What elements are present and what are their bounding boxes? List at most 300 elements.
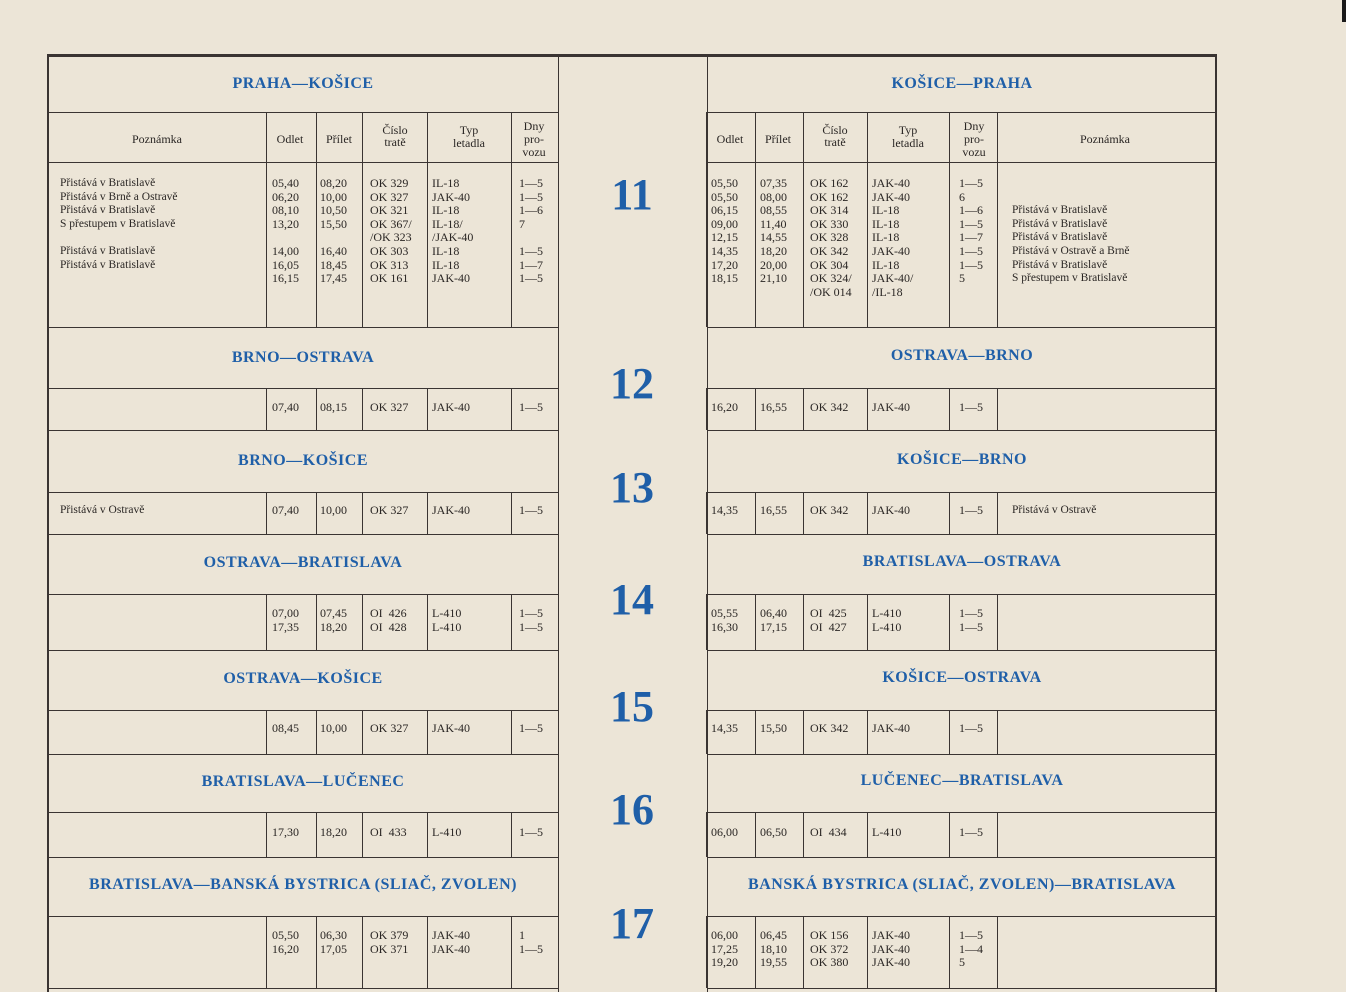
route-title-outbound: BRATISLAVA—LUČENEC <box>201 773 405 790</box>
flight-number: OK 342 <box>810 503 849 517</box>
column-line <box>362 916 363 988</box>
header-departure: Odlet <box>276 132 304 146</box>
column-line <box>706 388 707 430</box>
flight-number: OI 425 <box>810 606 847 620</box>
column-line <box>706 812 707 857</box>
departure-time: 06,00 <box>711 928 738 942</box>
column-line <box>997 594 998 650</box>
column-line <box>362 594 363 650</box>
header-route-number: Číslo <box>382 123 408 137</box>
arrival-time: 10,50 <box>320 203 347 218</box>
column-line <box>949 594 950 650</box>
arrival-time: 10,00 <box>320 721 347 735</box>
arrival-time: 07,35 <box>760 176 787 190</box>
column-divider-right <box>707 57 708 992</box>
aircraft-type: JAK-40 <box>872 400 910 414</box>
title-underline <box>48 112 558 113</box>
column-line <box>316 812 317 857</box>
page-edge-mark <box>1342 0 1346 22</box>
route-title-return: BANSKÁ BYSTRICA (SLIAČ, ZVOLEN)—BRATISLAVA <box>748 876 1176 893</box>
column-line <box>706 492 707 534</box>
note-cell: Přistává v Bratislavě <box>60 177 156 189</box>
title-underline <box>707 916 1217 917</box>
note-cell: Přistává v Bratislavě <box>1012 217 1108 230</box>
departure-time: 12,15 <box>711 230 738 245</box>
aircraft-type: JAK-40 <box>872 244 910 258</box>
days-of-operation: 1—5 <box>519 176 543 190</box>
flight-number: OK 372 <box>810 941 849 956</box>
note-cell: S přestupem v Bratislavě <box>60 217 176 230</box>
column-line <box>706 710 707 754</box>
header-aircraft-type: Typ <box>898 123 918 137</box>
aircraft-type: IL-18 <box>872 257 900 272</box>
column-line <box>316 916 317 988</box>
arrival-time: 07,45 <box>320 606 347 620</box>
flight-number: OK 327 <box>370 400 409 414</box>
days-of-operation: 1—4 <box>959 941 983 956</box>
column-line <box>511 388 512 430</box>
column-line <box>511 916 512 988</box>
column-line <box>803 388 804 430</box>
arrival-time: 18,20 <box>760 244 787 258</box>
departure-time: 16,15 <box>272 271 299 286</box>
note-cell: Přistává v Bratislavě <box>60 245 156 257</box>
header-arrival: Přílet <box>765 132 791 146</box>
column-line <box>706 594 707 650</box>
aircraft-type: IL-18 <box>432 257 460 272</box>
flight-number: OK 327 <box>370 189 409 204</box>
days-of-operation: 1—6 <box>519 203 543 218</box>
days-of-operation: 1—5 <box>519 619 543 634</box>
column-line <box>266 710 267 754</box>
days-of-operation: 5 <box>959 271 965 286</box>
departure-time: 05,55 <box>711 606 738 620</box>
departure-time: 07,40 <box>272 400 299 414</box>
flight-number: OK 371 <box>370 941 409 956</box>
title-underline <box>707 812 1217 813</box>
days-of-operation: 1—5 <box>519 825 543 839</box>
flight-number: OK 367/ <box>370 216 412 231</box>
days-of-operation: 1—5 <box>959 928 983 942</box>
departure-time: 05,40 <box>272 176 299 190</box>
departure-time: 16,20 <box>272 941 299 956</box>
header-days: pro- <box>524 132 544 146</box>
column-line <box>997 388 998 430</box>
aircraft-type: IL-18/ <box>432 216 463 231</box>
days-of-operation: 1—5 <box>519 721 543 735</box>
days-of-operation: 1—5 <box>959 176 983 190</box>
column-line <box>427 812 428 857</box>
aircraft-type: IL-18 <box>872 230 900 245</box>
days-of-operation: 1—5 <box>519 606 543 620</box>
header-days: Dny <box>523 119 545 133</box>
column-line <box>511 710 512 754</box>
title-underline <box>707 112 1217 113</box>
column-line <box>755 594 756 650</box>
column-line <box>755 388 756 430</box>
arrival-time: 16,55 <box>760 400 787 414</box>
column-line <box>316 388 317 430</box>
arrival-time: 18,45 <box>320 257 347 272</box>
header-days: vozu <box>962 145 986 159</box>
aircraft-type: IL-18 <box>872 216 900 231</box>
flight-number: OK 379 <box>370 928 409 942</box>
column-line <box>266 916 267 988</box>
days-of-operation: 1 <box>519 928 525 942</box>
aircraft-type: JAK-40 <box>432 271 470 286</box>
note-cell: Přistává v Bratislavě <box>1012 258 1108 271</box>
days-of-operation: 6 <box>959 189 965 204</box>
column-line <box>867 388 868 430</box>
aircraft-type: IL-18 <box>432 203 460 218</box>
days-of-operation: 1—5 <box>519 941 543 956</box>
column-line <box>362 710 363 754</box>
section-number: 12 <box>610 359 654 408</box>
route-title-outbound: OSTRAVA—KOŠICE <box>223 670 383 687</box>
column-line <box>266 492 267 534</box>
note-cell: Přistává v Ostravě <box>60 504 145 516</box>
column-line <box>755 812 756 857</box>
column-line <box>997 812 998 857</box>
arrival-time: 17,45 <box>320 271 347 286</box>
title-underline <box>707 594 1217 595</box>
departure-time: 16,20 <box>711 400 738 414</box>
flight-number: OK 313 <box>370 257 409 272</box>
departure-time: 14,00 <box>272 244 299 258</box>
column-line <box>427 388 428 430</box>
column-line <box>316 710 317 754</box>
column-line <box>997 710 998 754</box>
column-line <box>949 710 950 754</box>
column-line <box>949 916 950 988</box>
route-title-return: OSTRAVA—BRNO <box>890 347 1034 364</box>
arrival-time: 14,55 <box>760 230 787 245</box>
departure-time: 14,35 <box>711 721 738 735</box>
aircraft-type: IL-18 <box>872 203 900 218</box>
days-of-operation: 1—5 <box>519 400 543 414</box>
flight-number: OK 162 <box>810 176 849 190</box>
arrival-time: 18,20 <box>320 619 347 634</box>
column-line <box>362 388 363 430</box>
header-underline <box>48 162 558 163</box>
aircraft-type: JAK-40 <box>872 941 910 956</box>
header-underline <box>707 162 1217 163</box>
header-arrival: Přílet <box>326 132 352 146</box>
aircraft-type: L-410 <box>872 606 902 620</box>
arrival-time: 10,00 <box>320 189 347 204</box>
column-line <box>803 594 804 650</box>
flight-number: OI 428 <box>370 619 407 634</box>
days-of-operation: 1—5 <box>519 271 543 286</box>
aircraft-type: JAK-40 <box>872 176 910 190</box>
days-of-operation: 1—5 <box>519 244 543 258</box>
flight-number: OK 156 <box>810 928 849 942</box>
column-line <box>266 388 267 430</box>
flight-number: OK 329 <box>370 176 409 190</box>
column-line <box>427 916 428 988</box>
flight-number: OK 327 <box>370 503 409 517</box>
header-note: Poznámka <box>132 132 182 146</box>
section-divider <box>707 988 1217 989</box>
days-of-operation: 1—7 <box>959 230 983 245</box>
arrival-time: 16,40 <box>320 244 347 258</box>
departure-time: 16,30 <box>711 619 738 634</box>
days-of-operation: 1—5 <box>959 721 983 735</box>
column-line <box>803 112 804 327</box>
arrival-time: 08,00 <box>760 189 787 204</box>
departure-time: 06,15 <box>711 203 738 218</box>
days-of-operation: 1—7 <box>519 257 543 272</box>
section-divider <box>48 430 558 431</box>
header-days: Dny <box>963 119 985 133</box>
flight-number: OK 314 <box>810 203 849 218</box>
note-cell: Přistává v Bratislavě <box>1012 231 1108 244</box>
flight-number: OK 342 <box>810 400 849 414</box>
departure-time: 18,15 <box>711 271 738 286</box>
column-line <box>867 916 868 988</box>
departure-time: 16,05 <box>272 257 299 272</box>
flight-number: OK 327 <box>370 721 409 735</box>
flight-number: OK 304 <box>810 257 849 272</box>
column-line <box>755 710 756 754</box>
departure-time: 08,10 <box>272 203 299 218</box>
header-route-number: tratě <box>824 135 846 149</box>
aircraft-type: IL-18 <box>432 176 460 190</box>
arrival-time: 17,15 <box>760 619 787 634</box>
column-line <box>803 710 804 754</box>
column-line <box>997 112 998 327</box>
aircraft-type: L-410 <box>432 606 462 620</box>
arrival-time: 15,50 <box>320 216 347 231</box>
section-divider <box>707 534 1217 535</box>
arrival-time: 06,45 <box>760 928 787 942</box>
aircraft-type: JAK-40 <box>872 503 910 517</box>
note-cell: Přistává v Bratislavě <box>1012 204 1108 217</box>
section-divider <box>707 430 1217 431</box>
aircraft-type: JAK-40 <box>872 189 910 204</box>
note-cell: Přistává v Bratislavě <box>60 258 156 271</box>
column-line <box>867 812 868 857</box>
column-line <box>949 388 950 430</box>
header-route-number: tratě <box>384 135 406 149</box>
flight-number: OK 330 <box>810 216 849 231</box>
title-underline <box>48 812 558 813</box>
route-title-outbound: BRNO—OSTRAVA <box>231 349 375 366</box>
section-number: 15 <box>610 682 654 731</box>
flight-number: /OK 323 <box>370 230 412 245</box>
flight-number: OK 161 <box>370 271 409 286</box>
timetable-page <box>47 54 1217 992</box>
arrival-time: 21,10 <box>760 271 787 286</box>
aircraft-type: JAK-40 <box>872 928 910 942</box>
aircraft-type: L-410 <box>432 825 462 839</box>
arrival-time: 20,00 <box>760 257 787 272</box>
aircraft-type: JAK-40 <box>432 189 470 204</box>
header-days: vozu <box>522 145 546 159</box>
aircraft-type: L-410 <box>872 619 902 634</box>
aircraft-type: JAK-40 <box>872 955 910 970</box>
flight-number: OK 321 <box>370 203 409 218</box>
section-divider <box>48 988 558 989</box>
flight-number: /OK 014 <box>810 284 852 299</box>
section-divider <box>48 327 558 328</box>
departure-time: 05,50 <box>711 176 738 190</box>
arrival-time: 17,05 <box>320 941 347 956</box>
header-aircraft-type: letadla <box>892 136 924 150</box>
title-underline <box>48 388 558 389</box>
section-number: 14 <box>610 575 654 624</box>
column-line <box>803 812 804 857</box>
section-number: 17 <box>610 899 654 948</box>
header-route-number: Číslo <box>822 123 848 137</box>
departure-time: 05,50 <box>711 189 738 204</box>
departure-time: 06,20 <box>272 189 299 204</box>
section-number: 16 <box>610 785 654 834</box>
title-underline <box>707 492 1217 493</box>
section-divider <box>707 650 1217 651</box>
column-line <box>511 812 512 857</box>
departure-time: 07,00 <box>272 606 299 620</box>
departure-time: 17,20 <box>711 257 738 272</box>
departure-time: 17,35 <box>272 619 299 634</box>
flight-number: OK 342 <box>810 244 849 258</box>
route-title-return: KOŠICE—BRNO <box>897 451 1027 468</box>
arrival-time: 16,55 <box>760 503 787 517</box>
route-title-outbound: BRATISLAVA—BANSKÁ BYSTRICA (SLIAČ, ZVOLEN) <box>89 876 517 893</box>
column-line <box>427 594 428 650</box>
aircraft-type: IL-18 <box>432 244 460 258</box>
section-divider <box>48 650 558 651</box>
days-of-operation: 1—5 <box>959 825 983 839</box>
arrival-time: 18,10 <box>760 941 787 956</box>
column-line <box>706 916 707 988</box>
departure-time: 17,25 <box>711 941 738 956</box>
column-line <box>803 916 804 988</box>
section-divider <box>48 534 558 535</box>
flight-number: OI 433 <box>370 825 407 839</box>
column-line <box>949 492 950 534</box>
arrival-time: 08,20 <box>320 176 347 190</box>
column-line <box>511 594 512 650</box>
note-cell: S přestupem v Bratislavě <box>1012 272 1128 285</box>
arrival-time: 08,15 <box>320 400 347 414</box>
arrival-time: 06,40 <box>760 606 787 620</box>
arrival-time: 11,40 <box>760 216 787 231</box>
days-of-operation: 1—5 <box>959 257 983 272</box>
column-line <box>316 492 317 534</box>
days-of-operation: 5 <box>959 955 965 970</box>
aircraft-type: JAK-40/ <box>872 271 914 286</box>
column-line <box>266 812 267 857</box>
column-line <box>755 492 756 534</box>
departure-time: 06,00 <box>711 825 738 839</box>
column-line <box>803 492 804 534</box>
aircraft-type: JAK-40 <box>432 721 470 735</box>
days-of-operation: 1—5 <box>959 216 983 231</box>
days-of-operation: 1—5 <box>519 503 543 517</box>
flight-number: OK 303 <box>370 244 409 258</box>
days-of-operation: 1—5 <box>959 400 983 414</box>
note-cell: Přistává v Ostravě <box>1012 504 1097 516</box>
column-line <box>266 594 267 650</box>
aircraft-type: L-410 <box>432 619 462 634</box>
title-underline <box>48 492 558 493</box>
days-of-operation: 1—5 <box>959 606 983 620</box>
days-of-operation: 1—5 <box>959 244 983 258</box>
section-number: 13 <box>610 463 654 512</box>
column-line <box>997 492 998 534</box>
section-divider <box>707 327 1217 328</box>
header-days: pro- <box>964 132 984 146</box>
flight-number: OK 380 <box>810 955 849 970</box>
departure-time: 19,20 <box>711 955 738 970</box>
arrival-time: 06,30 <box>320 928 347 942</box>
route-title-return: LUČENEC—BRATISLAVA <box>860 772 1064 789</box>
column-line <box>362 812 363 857</box>
section-divider <box>48 857 558 858</box>
column-line <box>867 710 868 754</box>
flight-number: OK 324/ <box>810 271 852 286</box>
departure-time: 13,20 <box>272 216 299 231</box>
aircraft-type: JAK-40 <box>872 721 910 735</box>
flight-number: OI 427 <box>810 619 847 634</box>
column-line <box>867 594 868 650</box>
route-title-return: KOŠICE—OSTRAVA <box>882 669 1042 686</box>
days-of-operation: 1—6 <box>959 203 983 218</box>
title-underline <box>48 710 558 711</box>
aircraft-type: JAK-40 <box>432 928 470 942</box>
route-title-outbound: OSTRAVA—BRATISLAVA <box>203 554 403 571</box>
arrival-time: 06,50 <box>760 825 787 839</box>
flight-number: OK 342 <box>810 721 849 735</box>
aircraft-type: /JAK-40 <box>432 230 474 245</box>
column-line <box>427 492 428 534</box>
route-title-outbound: BRNO—KOŠICE <box>238 452 368 469</box>
column-line <box>949 112 950 327</box>
arrival-time: 08,55 <box>760 203 787 218</box>
column-line <box>755 916 756 988</box>
aircraft-type: JAK-40 <box>432 400 470 414</box>
arrival-time: 15,50 <box>760 721 787 735</box>
title-underline <box>48 916 558 917</box>
column-line <box>867 492 868 534</box>
header-aircraft-type: letadla <box>453 136 485 150</box>
route-title-return: BRATISLAVA—OSTRAVA <box>862 553 1062 570</box>
days-of-operation: 1—5 <box>959 619 983 634</box>
note-cell: Přistává v Ostravě a Brně <box>1012 245 1130 257</box>
title-underline <box>707 710 1217 711</box>
departure-time: 14,35 <box>711 244 738 258</box>
column-line <box>949 812 950 857</box>
departure-time: 17,30 <box>272 825 299 839</box>
title-underline <box>707 388 1217 389</box>
note-cell: Přistává v Bratislavě <box>60 204 156 217</box>
route-title-outbound: PRAHA—KOŠICE <box>232 75 374 92</box>
departure-time: 14,35 <box>711 503 738 517</box>
flight-number: OK 162 <box>810 189 849 204</box>
departure-time: 05,50 <box>272 928 299 942</box>
days-of-operation: 1—5 <box>959 503 983 517</box>
column-line <box>511 492 512 534</box>
departure-time: 08,45 <box>272 721 299 735</box>
departure-time: 09,00 <box>711 216 738 231</box>
section-divider <box>707 857 1217 858</box>
flight-number: OI 434 <box>810 825 847 839</box>
column-line <box>427 710 428 754</box>
column-line <box>997 916 998 988</box>
days-of-operation: 7 <box>519 216 525 231</box>
column-line <box>316 594 317 650</box>
